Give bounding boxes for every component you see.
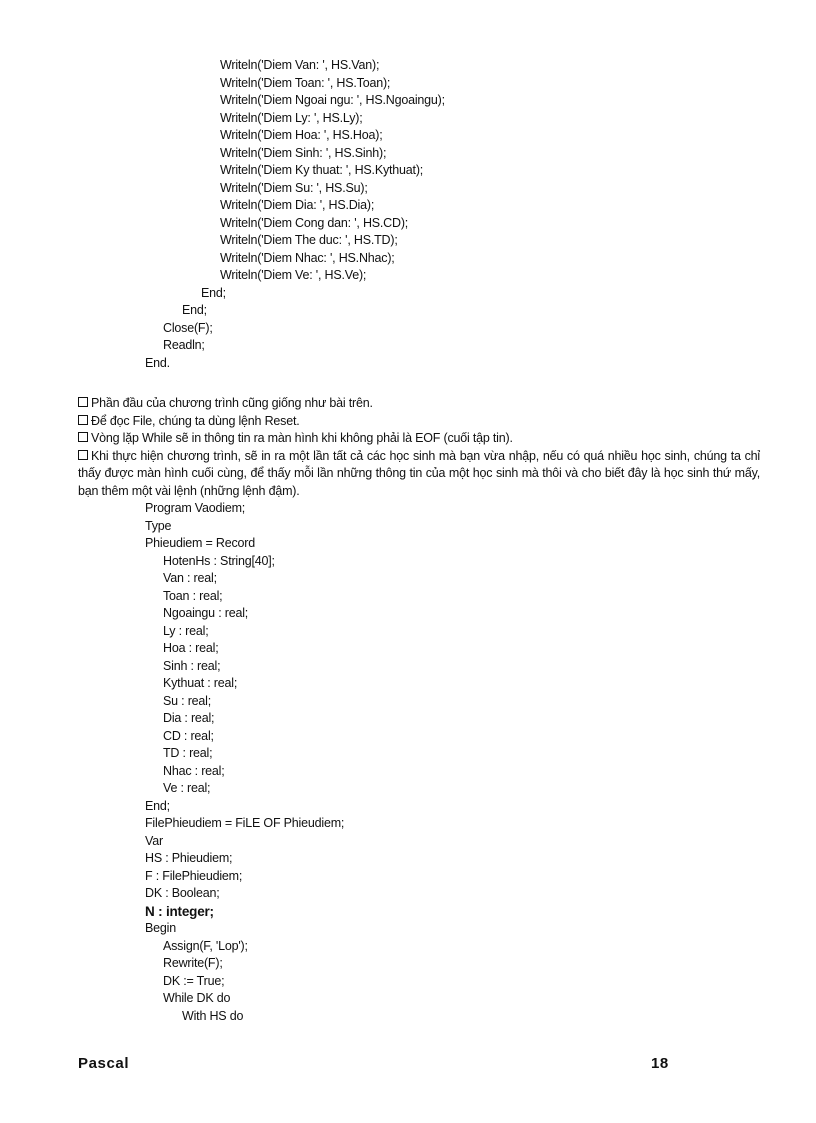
code-line: N : integer; <box>145 903 214 919</box>
code-line: Writeln('Diem The duc: ', HS.TD); <box>220 233 398 247</box>
bullet-text: Để đọc File, chúng ta dùng lệnh Reset. <box>91 413 300 428</box>
code-line: Writeln('Diem Nhac: ', HS.Nhac); <box>220 250 395 265</box>
bullet-item <box>78 430 760 448</box>
code-line: Writeln('Diem Su: ', HS.Su); <box>220 180 368 195</box>
code-line: Writeln('Diem Dia: ', HS.Dia); <box>220 198 375 212</box>
code-line: Program Vaodiem; <box>145 501 246 515</box>
code-line: Ly : real; <box>163 623 209 638</box>
code-line: Rewrite(F); <box>163 956 223 970</box>
code-line: Writeln('Diem Ve: ', HS.Ve); <box>220 268 367 282</box>
bullet-item <box>78 395 760 413</box>
checkbox-bullet-icon <box>78 450 88 460</box>
code-line: Kythuat : real; <box>163 676 238 690</box>
code-line: Van : real; <box>163 571 217 585</box>
code-line: Readln; <box>163 338 205 352</box>
code-line: Writeln('Diem Sinh: ', HS.Sinh); <box>220 145 387 160</box>
code-listing-bottom <box>0 500 344 1025</box>
code-line: Writeln('Diem Van: ', HS.Van); <box>220 58 380 72</box>
bullet-item <box>78 448 760 501</box>
code-line: Ve : real; <box>163 781 211 795</box>
code-line: Sinh : real; <box>163 658 221 673</box>
bullet-list <box>78 395 760 500</box>
code-line: End; <box>201 285 226 300</box>
code-line: DK : Boolean; <box>145 886 220 900</box>
code-line: Writeln('Diem Toan: ', HS.Toan); <box>220 75 391 90</box>
checkbox-bullet-icon <box>78 415 88 425</box>
code-line: Writeln('Diem Ngoai ngu: ', HS.Ngoaingu); <box>220 93 445 107</box>
code-line: Type <box>145 518 172 533</box>
code-line: With HS do <box>182 1008 244 1023</box>
code-line: Begin <box>145 921 176 935</box>
code-line: Su : real; <box>163 693 212 708</box>
code-line: Writeln('Diem Ky thuat: ', HS.Kythuat); <box>220 163 424 177</box>
checkbox-bullet-icon <box>78 397 88 407</box>
code-line: While DK do <box>163 991 231 1005</box>
code-line: Close(F); <box>163 320 213 335</box>
checkbox-bullet-icon <box>78 432 88 442</box>
code-line: Ngoaingu : real; <box>163 606 249 620</box>
code-line: Nhac : real; <box>163 763 225 778</box>
code-line: TD : real; <box>163 746 213 760</box>
code-line: DK := True; <box>163 973 225 988</box>
code-line: Writeln('Diem Hoa: ', HS.Hoa); <box>220 128 383 142</box>
code-line: End; <box>145 798 170 813</box>
code-line: Assign(F, 'Lop'); <box>163 938 248 953</box>
bullet-text: Khi thực hiện chương trình, sẽ in ra một lần tất cả các học sinh mà bạn vừa nhập, nếu có quá nhiều học sinh, chúng ta chỉ thấy được màn hình cuối cùng, để thấy mỗi lần những thông tin của một học sinh mà thôi và cho biết đây là học sinh thứ mấy, bạn thêm một vài lệnh (những lệnh đậm). <box>78 448 760 498</box>
footer-title: Pascal <box>78 1055 130 1072</box>
code-line: F : FilePhieudiem; <box>145 868 243 883</box>
code-line: FilePhieudiem = FiLE OF Phieudiem; <box>145 816 345 830</box>
code-line: Dia : real; <box>163 711 215 725</box>
code-line: Writeln('Diem Cong dan: ', HS.CD); <box>220 215 409 230</box>
bullet-text: Phần đầu của chương trình cũng giống như bài trên. <box>91 396 373 410</box>
code-line: CD : real; <box>163 728 214 743</box>
code-line: Hoa : real; <box>163 641 219 655</box>
page-number: 18 <box>651 1055 669 1072</box>
code-line: Toan : real; <box>163 588 223 603</box>
code-line: HotenHs : String[40]; <box>163 553 275 568</box>
code-line: Phieudiem = Record <box>145 536 256 550</box>
bullet-text: Vòng lặp While sẽ in thông tin ra màn hình khi không phải là EOF (cuối tập tin). <box>91 431 513 445</box>
code-listing-top <box>0 57 445 372</box>
bullet-item <box>78 413 760 431</box>
code-line: End; <box>182 303 207 317</box>
code-line: Var <box>145 833 163 848</box>
code-line: HS : Phieudiem; <box>145 851 233 865</box>
code-line: Writeln('Diem Ly: ', HS.Ly); <box>220 110 363 125</box>
code-line: End. <box>145 355 170 370</box>
